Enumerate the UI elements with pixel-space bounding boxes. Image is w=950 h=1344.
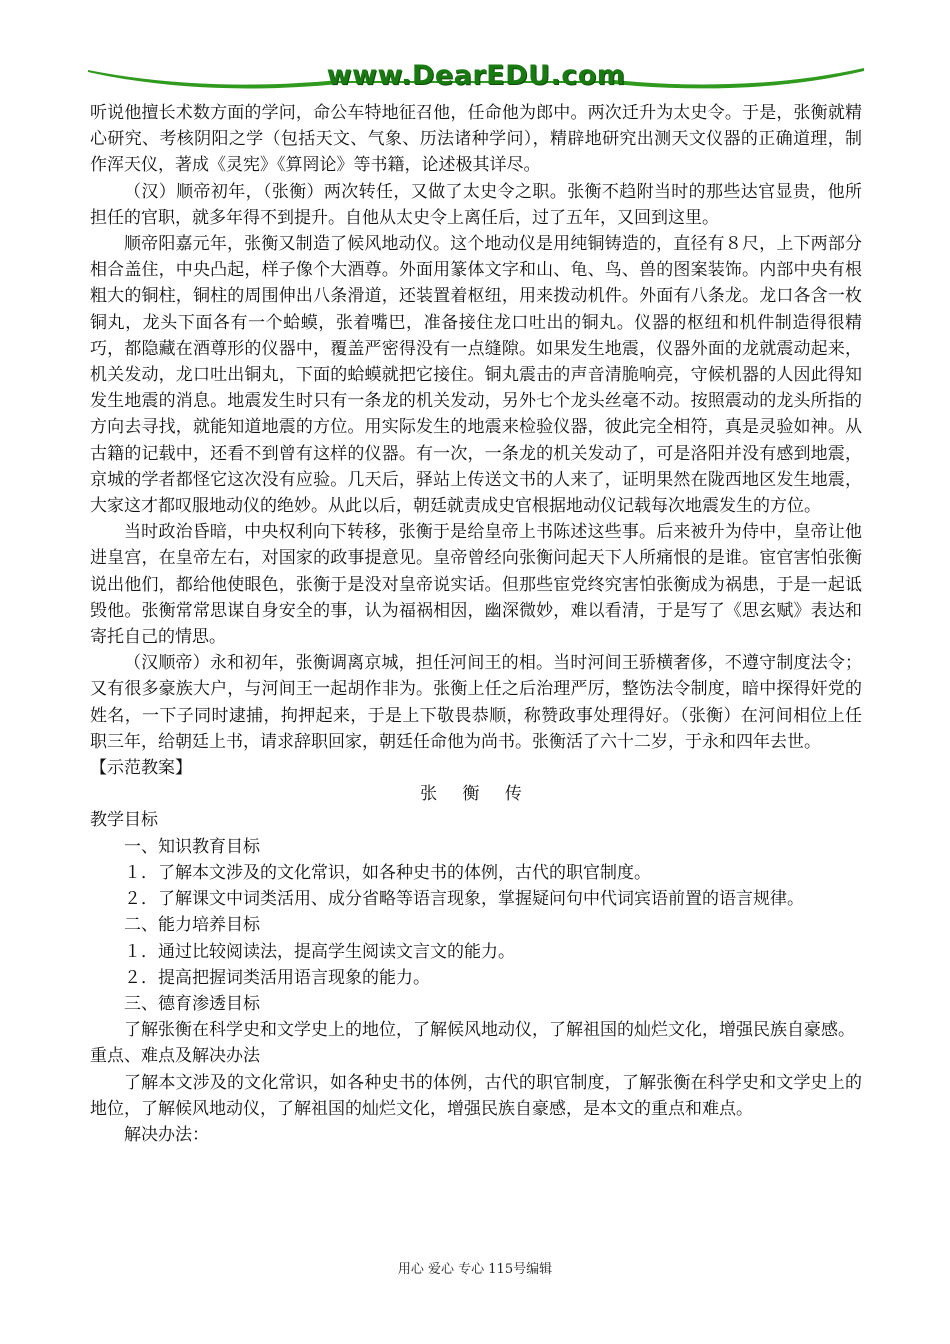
list-item: １．了解本文涉及的文化常识，如各种史书的体例，古代的职官制度。: [124, 862, 651, 883]
paragraph: 听说他擅长术数方面的学问，命公车特地征召他，任命他为郎中。两次迁升为太史令。于是，张衡就精心研究、考核阴阳之学（包括天文、气象、历法诸种学问），精辟地研究出测天文仪器的正确道理，制作浑天仪，著成《灵宪》《算罔论》等书籍，论述极其详尽。: [90, 103, 862, 176]
list-item: ２．了解课文中词类活用、成分省略等语言现象，掌握疑问句中代词宾语前置的语言规律。: [124, 889, 804, 910]
list-item: ２．提高把握词类活用语言现象的能力。: [124, 967, 430, 988]
page-footer: 用心 爱心 专心 115号编辑: [397, 1262, 553, 1277]
site-logo-text[interactable]: www.DearEDU.com: [326, 60, 626, 91]
subsection-heading: 二、能力培养目标: [124, 915, 260, 936]
paragraph: （汉顺帝）永和初年，张衡调离京城，担任河间王的相。当时河间王骄横奢侈，不遵守制度法令；又有很多豪族大户，与河间王一起胡作非为。张衡上任之后治理严厉，整饬法令制度，暗中探得奸党的姓名，一下子同时逮捕，拘押起来，于是上下敬畏恭顺，称赞政事处理得好。（张衡）在河间相位上任职三年，给朝廷上书，请求辞职回家，朝廷任命他为尚书。张衡活了六十二岁，于永和四年去世。: [90, 653, 862, 752]
subsection-heading: 三、德育渗透目标: [124, 993, 260, 1014]
paragraph: 当时政治昏暗，中央权利向下转移，张衡于是给皇帝上书陈述这些事。后来被升为侍中，皇帝让他进皇宫，在皇帝左右，对国家的政事提意见。皇帝曾经向张衡问起天下人所痛恨的是谁。宦官害怕张衡说出他们，都给他使眼色，张衡于是没对皇帝说实话。但那些宦党终究害怕张衡成为祸患，于是一起诋毁他。张衡常常思谋自身安全的事，认为福祸相因，幽深微妙，难以看清，于是写了《思玄赋》表达和寄托自己的情思。: [90, 522, 862, 648]
subsection-heading: 一、知识教育目标: [124, 836, 260, 857]
paragraph: 了解本文涉及的文化常识，如各种史书的体例，古代的职官制度，了解张衡在科学史和文学史上的地位，了解候风地动仪，了解祖国的灿烂文化，增强民族自豪感，是本文的重点和难点。: [90, 1072, 862, 1119]
section-heading: 【示范教案】: [90, 758, 192, 779]
site-header-logo: [88, 58, 864, 98]
section-heading: 教学目标: [90, 810, 158, 831]
section-heading: 重点、难点及解决办法: [90, 1046, 260, 1067]
paragraph: 顺帝阳嘉元年，张衡又制造了候风地动仪。这个地动仪是用纯铜铸造的，直径有８尺，上下两部分相合盖住，中央凸起，样子像个大酒尊。外面用篆体文字和山、龟、鸟、兽的图案装饰。内部中央有根粗大的铜柱，铜柱的周围伸出八条滑道，还装置着枢纽，用来拨动机件。外面有八条龙。龙口各含一枚铜丸，龙头下面各有一个蛤蟆，张着嘴巴，准备接住龙口吐出的铜丸。仪器的枢纽和机件制造得很精巧，都隐藏在酒尊形的仪器中，覆盖严密得没有一点缝隙。如果发生地震，仪器外面的龙就震动起来，机关发动，龙口吐出铜丸，下面的蛤蟆就把它接住。铜丸震击的声音清脆响亮，守候机器的人因此得知发生地震的消息。地震发生时只有一条龙的机关发动，另外七个龙头丝毫不动。按照震动的龙头所指的方向去寻找，就能知道地震的方位。用实际发生的地震来检验仪器，彼此完全相符，真是灵验如神。从古籍的记载中，还看不到曾有这样的仪器。有一次，一条龙的机关发动了，可是洛阳并没有感到地震，京城的学者都怪它这次没有应验。几天后，驿站上传送文书的人来了，证明果然在陇西地区发生地震，大家这才都叹服地动仪的绝妙。从此以后，朝廷就责成史官根据地动仪记载每次地震发生的方位。: [90, 234, 862, 517]
lesson-title: 张 衡 传: [420, 784, 532, 805]
list-item: １．通过比较阅读法，提高学生阅读文言文的能力。: [124, 941, 515, 962]
paragraph: 解决办法：: [124, 1124, 209, 1145]
document-body: [90, 100, 862, 1148]
paragraph: （汉）顺帝初年，（张衡）两次转任，又做了太史令之职。张衡不趋附当时的那些达官显贵，他所担任的官职，就多年得不到提升。自他从太史令上离任后，过了五年，又回到这里。: [90, 181, 862, 228]
paragraph: 了解张衡在科学史和文学史上的地位，了解候风地动仪，了解祖国的灿烂文化，增强民族自豪感。: [124, 1020, 855, 1041]
